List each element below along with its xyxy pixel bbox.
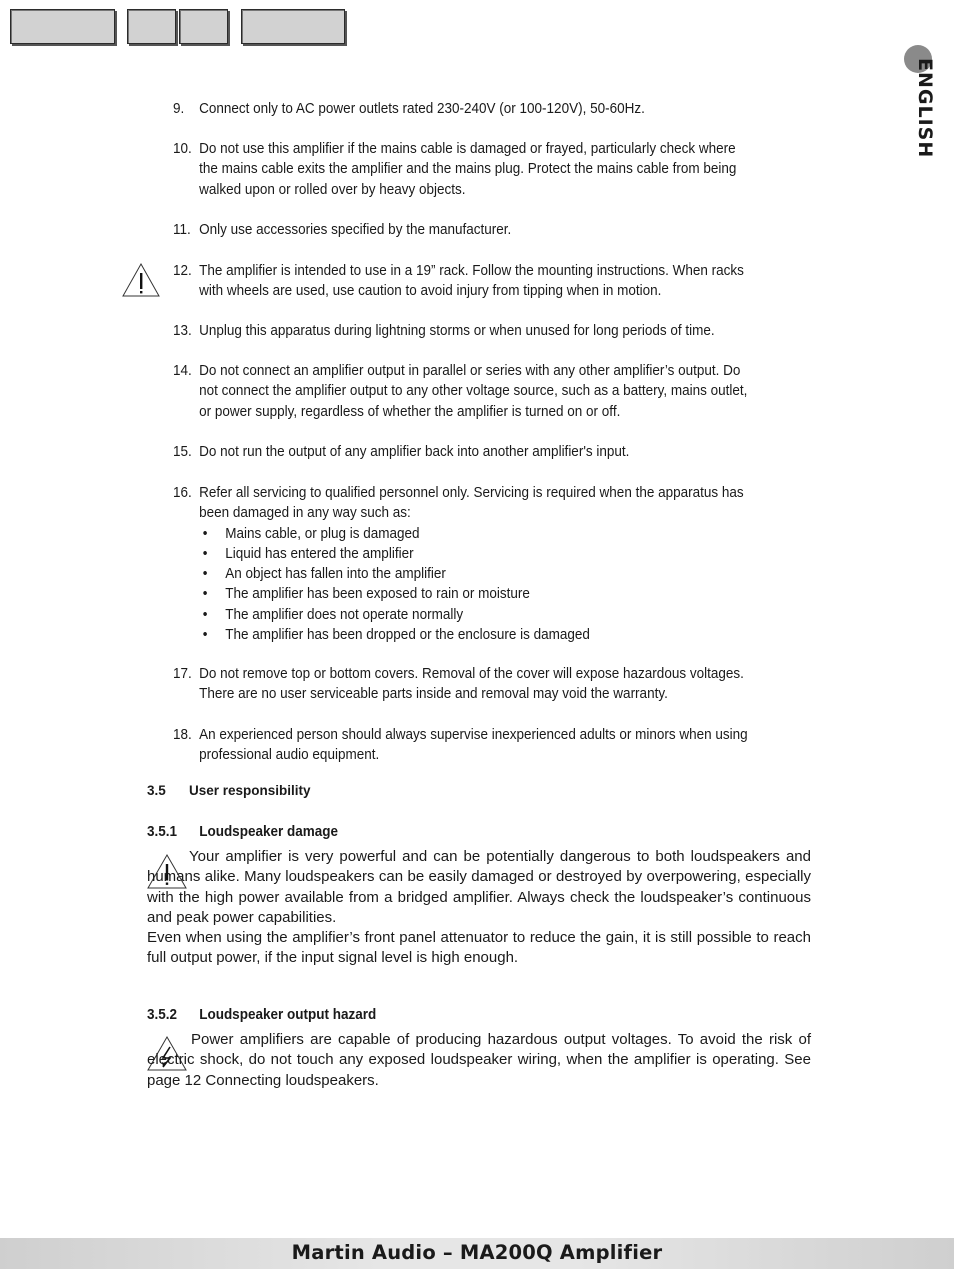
bullet-item: • An object has fallen into the amplifier [199,564,758,584]
nav-tab-3[interactable] [179,9,228,44]
bullet-item: • The amplifier does not operate normally [199,605,758,625]
nav-tab-4[interactable] [241,9,345,44]
list-item [173,664,758,705]
item-number: 17. [173,665,192,682]
item-text: Do not use this amplifier if the mains cable is damaged or frayed, particularly check where the mains cable exits the amplifier and the mains plug. Protect the mains cable from being walked upon or rolled over by heavy objects. [199,140,737,198]
list-item [173,321,758,341]
item-text: Do not run the output of any amplifier back into another amplifier's input. [199,443,630,460]
subsection-title: Loudspeaker damage [199,823,338,840]
item-number: 14. [173,362,192,379]
item-number: 9. [173,100,185,117]
list-item [173,139,758,200]
item-number: 15. [173,443,192,460]
item-number: 18. [173,726,192,743]
paragraph: Your amplifier is very powerful and can be potentially dangerous to both loudspeakers and humans alike. Many loudspeakers can be easily damaged or destroyed by overpowering, especially with the high power available from a bridged amplifier. Always check the loudspeaker’s continuous and peak power capabilities. [147,848,811,926]
nav-tab-1[interactable] [10,9,115,44]
bullet-item: • The amplifier has been exposed to rain or moisture [199,584,758,604]
item-text: Refer all servicing to qualified personnel only. Servicing is required when the apparatus has been damaged in any way such as: [199,484,744,522]
item-number: 10. [173,140,192,157]
item-text: An experienced person should always supervise inexperienced adults or minors when using professional audio equipment. [199,726,748,764]
item-number: 16. [173,484,192,501]
item-number: 13. [173,322,192,339]
nav-tab-2[interactable] [127,9,176,44]
paragraph: Power amplifiers are capable of producing hazardous output voltages. To avoid the risk of electric shock, do not touch any exposed loudspeaker wiring, when the amplifier is operating. See page 12 Connecting loudspeakers. [147,1031,811,1089]
subsection-title: Loudspeaker output hazard [199,1006,377,1023]
bullet-item: • Liquid has entered the amplifier [199,544,758,564]
footer-title: Martin Audio – MA200Q Amplifier [291,1241,663,1264]
list-item [173,442,758,462]
language-tab-label: ENGLISH [914,58,936,159]
item-number: 12. [173,262,192,279]
warning-triangle-icon [121,262,161,298]
section-number: 3.5 [147,783,166,798]
item-text: Do not connect an amplifier output in parallel or series with any other amplifier’s output. Do not connect the amplifier output to any other voltage source, such as a battery, mains outlet, or power supply, regardless of whether the amplifier is turned on or off. [199,362,748,420]
list-item [173,99,758,119]
item-number: 11. [173,221,191,238]
item-text: Connect only to AC power outlets rated 230-240V (or 100-120V), 50-60Hz. [199,100,645,117]
damage-conditions-list [173,524,758,646]
item-text: Do not remove top or bottom covers. Removal of the cover will expose hazardous voltages. There are no user serviceable parts inside and removal may void the warranty. [199,665,744,703]
subsection-number: 3.5.1 [147,823,178,840]
list-item [173,725,758,766]
list-item [173,483,758,645]
loudspeaker-damage-text [147,847,811,969]
output-hazard-text [147,1030,811,1091]
list-item [173,261,758,302]
section-heading [147,783,311,798]
bullet-item: • The amplifier has been dropped or the enclosure is damaged [199,625,758,645]
list-item [173,361,758,422]
subsection-number: 3.5.2 [147,1006,178,1023]
subsection-heading [147,823,338,840]
item-text: The amplifier is intended to use in a 19” rack. Follow the mounting instructions. When racks with wheels are used, use caution to avoid injury from tipping when in motion. [199,262,744,300]
paragraph: Even when using the amplifier’s front panel attenuator to reduce the gain, it is still possible to reach full output power, if the input signal level is high enough. [147,929,811,967]
section-title: User responsibility [189,783,311,798]
item-text: Only use accessories specified by the manufacturer. [199,221,512,238]
bullet-item: • Mains cable, or plug is damaged [199,524,758,544]
item-text: Unplug this apparatus during lightning storms or when unused for long periods of time. [199,322,715,339]
list-item [173,220,758,240]
subsection-heading [147,1006,376,1023]
